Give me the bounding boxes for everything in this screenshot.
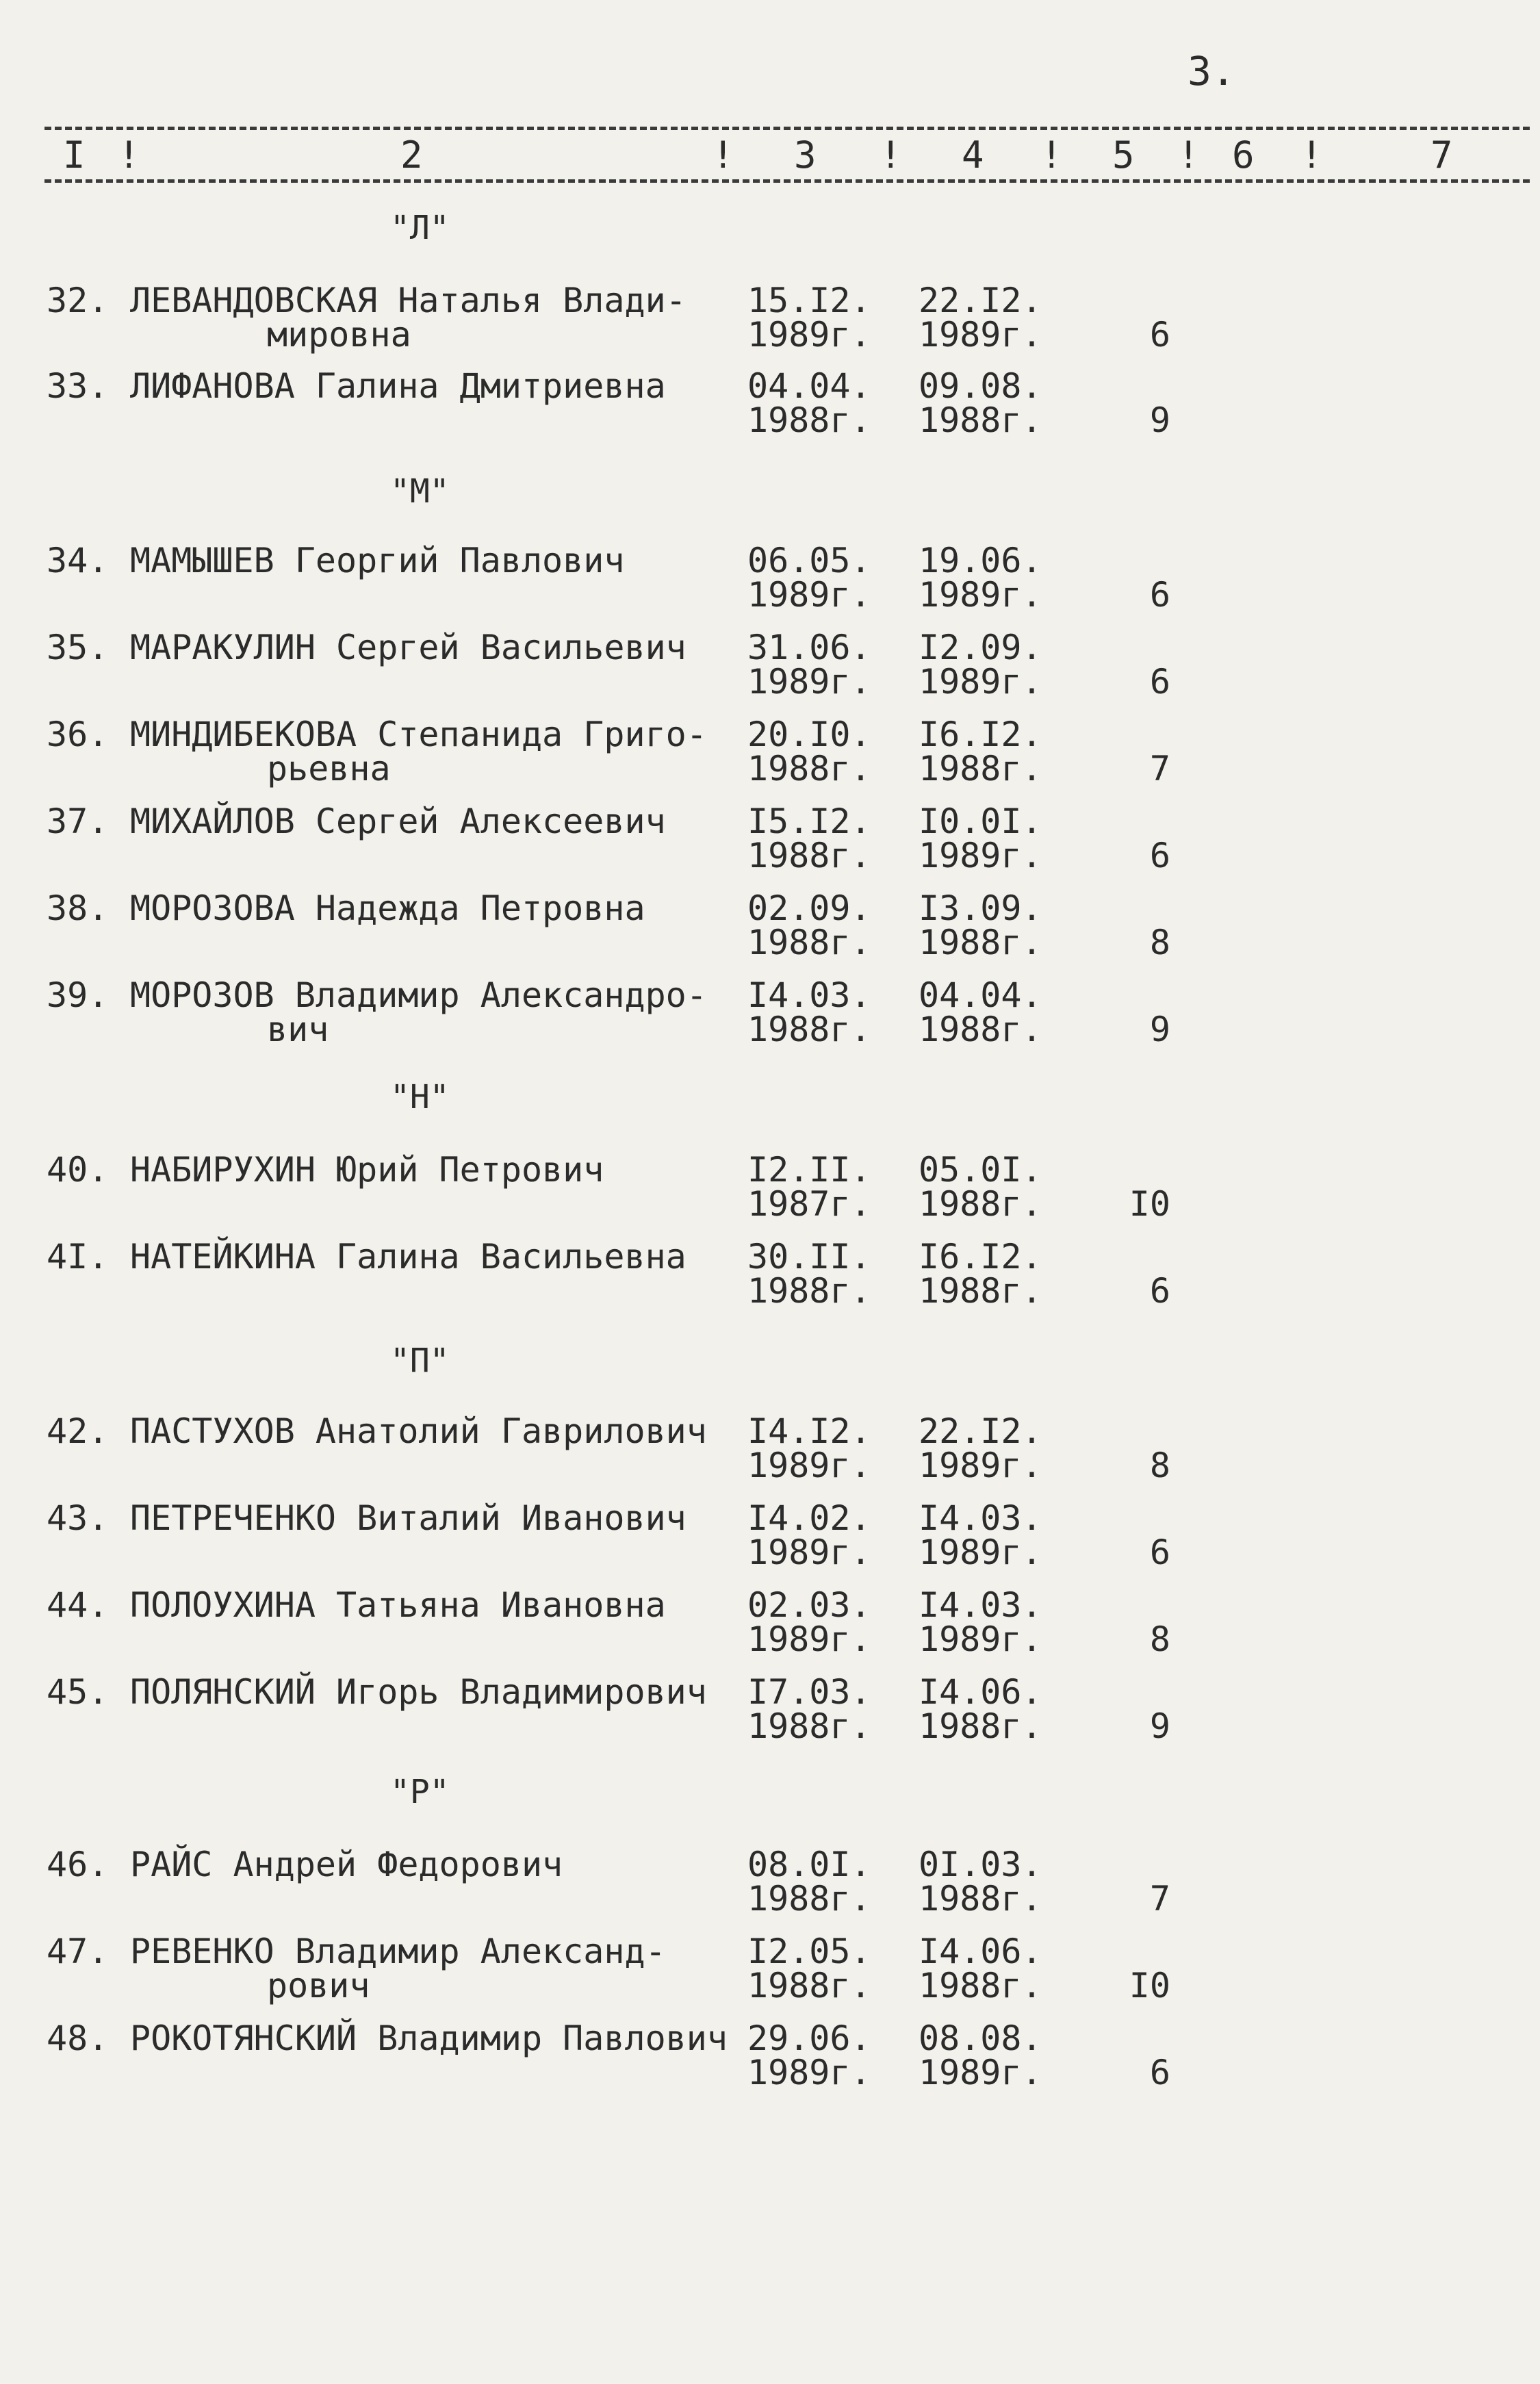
row-number: 35. [47,628,109,667]
end-date-day-month: 22.I2. [919,281,1042,320]
row-number: 47. [47,1932,109,1971]
start-date-year: 1989г. [747,1446,871,1485]
start-date-year: 1988г. [747,923,871,962]
header-col-2: 2 [400,133,423,177]
start-date-day-month: I7.03. [747,1672,871,1712]
count-value: 6 [1149,575,1170,615]
start-date-year: 1988г. [747,749,871,789]
start-date-day-month: 29.06. [747,2018,871,2058]
header-separator: ! [1040,133,1063,177]
row-number: 42. [47,1411,109,1451]
end-date-year: 1989г. [919,315,1042,355]
count-value: 6 [1149,1533,1170,1572]
section-letter: "М" [390,472,450,511]
table-row [0,281,1540,363]
row-number: 34. [47,541,109,580]
end-date-year: 1988г. [919,1010,1042,1049]
start-date-year: 1988г. [747,836,871,875]
start-date-day-month: I4.02. [747,1498,871,1538]
person-name: ЛИФАНОВА Галина Дмитриевна [130,366,666,406]
table-row [0,1237,1540,1319]
header-separator: ! [118,133,140,177]
count-value: 7 [1149,749,1170,789]
end-date-year: 1988г. [919,1271,1042,1311]
start-date-year: 1988г. [747,1966,871,2005]
end-date-day-month: I2.09. [919,628,1042,667]
end-date-day-month: 0I.03. [919,1845,1042,1884]
table-row [0,1672,1540,1754]
header-separator: ! [880,133,902,177]
person-name: МИНДИБЕКОВА Степанида Григо- [130,715,707,754]
row-number: 36. [47,715,109,754]
table-header [0,133,1540,181]
row-number: 39. [47,975,109,1015]
row-number: 48. [47,2018,109,2058]
table-row [0,1585,1540,1667]
header-separator: ! [1177,133,1200,177]
person-name: МОРОЗОВА Надежда Петровна [130,888,645,928]
start-date-year: 1988г. [747,1879,871,1919]
end-date-day-month: 05.0I. [919,1150,1042,1190]
count-value: 9 [1149,1706,1170,1746]
header-col-1: I [63,133,86,177]
count-value: 9 [1149,400,1170,440]
start-date-year: 1989г. [747,2053,871,2092]
row-number: 45. [47,1672,109,1712]
row-number: 38. [47,888,109,928]
header-col-3: 3 [794,133,817,177]
start-date-day-month: 08.0I. [747,1845,871,1884]
start-date-year: 1989г. [747,662,871,702]
start-date-day-month: I2.II. [747,1150,871,1190]
end-date-year: 1989г. [919,1533,1042,1572]
person-name: РОКОТЯНСКИЙ Владимир Павлович [130,2018,728,2058]
person-name-continuation: мировна [267,315,411,355]
count-value: 6 [1149,662,1170,702]
end-date-year: 1988г. [919,1706,1042,1746]
header-col-6: 6 [1232,133,1255,177]
count-value: 6 [1149,1271,1170,1311]
table-row [0,802,1540,884]
section-letter: "Н" [390,1078,450,1116]
page-number: 3. [1188,48,1235,94]
table-row [0,715,1540,797]
section-letter: "Р" [390,1773,450,1811]
start-date-day-month: 20.I0. [747,715,871,754]
person-name: РАЙС Андрей Федорович [130,1845,563,1884]
start-date-year: 1989г. [747,1533,871,1572]
count-value: I0 [1129,1966,1170,2005]
end-date-day-month: I0.0I. [919,802,1042,841]
row-number: 4I. [47,1237,109,1277]
start-date-day-month: 02.03. [747,1585,871,1625]
start-date-year: 1989г. [747,1619,871,1659]
end-date-year: 1988г. [919,749,1042,789]
table-row [0,628,1540,710]
table-row [0,1845,1540,1927]
end-date-day-month: 04.04. [919,975,1042,1015]
person-name-continuation: рьевна [267,749,391,789]
row-number: 44. [47,1585,109,1625]
table-row [0,1150,1540,1232]
start-date-year: 1988г. [747,400,871,440]
count-value: 7 [1149,1879,1170,1919]
count-value: 9 [1149,1010,1170,1049]
end-date-day-month: I4.06. [919,1672,1042,1712]
start-date-day-month: 31.06. [747,628,871,667]
header-col-7: 7 [1430,133,1453,177]
end-date-day-month: 22.I2. [919,1411,1042,1451]
person-name: ПОЛЯНСКИЙ Игорь Владимирович [130,1672,707,1712]
person-name-continuation: рович [267,1966,370,2005]
person-name: МАМЫШЕВ Георгий Павлович [130,541,625,580]
header-separator: ! [712,133,734,177]
person-name: ПОЛОУХИНА Татьяна Ивановна [130,1585,666,1625]
start-date-day-month: 15.I2. [747,281,871,320]
section-letter: "П" [390,1342,450,1380]
header-bottom-rule [44,179,1530,183]
person-name: ЛЕВАНДОВСКАЯ Наталья Влади- [130,281,686,320]
table-row [0,888,1540,971]
header-col-5: 5 [1112,133,1135,177]
end-date-year: 1989г. [919,662,1042,702]
count-value: 6 [1149,2053,1170,2092]
count-value: 8 [1149,923,1170,962]
start-date-day-month: I4.I2. [747,1411,871,1451]
count-value: 8 [1149,1619,1170,1659]
end-date-day-month: 19.06. [919,541,1042,580]
person-name-continuation: вич [267,1010,329,1049]
end-date-year: 1989г. [919,2053,1042,2092]
person-name: ПЕТРЕЧЕНКО Виталий Иванович [130,1498,686,1538]
end-date-day-month: I4.03. [919,1498,1042,1538]
row-number: 32. [47,281,109,320]
start-date-day-month: I5.I2. [747,802,871,841]
end-date-year: 1989г. [919,1619,1042,1659]
row-number: 37. [47,802,109,841]
row-number: 40. [47,1150,109,1190]
person-name: МАРАКУЛИН Сергей Васильевич [130,628,686,667]
header-separator: ! [1300,133,1323,177]
start-date-year: 1988г. [747,1271,871,1311]
person-name: НАТЕЙКИНА Галина Васильевна [130,1237,686,1277]
count-value: 6 [1149,315,1170,355]
end-date-day-month: I6.I2. [919,715,1042,754]
count-value: 6 [1149,836,1170,875]
start-date-day-month: 06.05. [747,541,871,580]
start-date-day-month: 02.09. [747,888,871,928]
start-date-day-month: 30.II. [747,1237,871,1277]
end-date-day-month: I4.06. [919,1932,1042,1971]
end-date-year: 1988г. [919,923,1042,962]
start-date-day-month: I2.05. [747,1932,871,1971]
start-date-day-month: 04.04. [747,366,871,406]
end-date-year: 1988г. [919,1879,1042,1919]
end-date-day-month: I6.I2. [919,1237,1042,1277]
count-value: I0 [1129,1184,1170,1224]
start-date-year: 1988г. [747,1010,871,1049]
start-date-year: 1989г. [747,315,871,355]
row-number: 43. [47,1498,109,1538]
person-name: МОРОЗОВ Владимир Александро- [130,975,707,1015]
end-date-year: 1988г. [919,400,1042,440]
row-number: 33. [47,366,109,406]
start-date-year: 1989г. [747,575,871,615]
end-date-year: 1988г. [919,1966,1042,2005]
end-date-year: 1989г. [919,836,1042,875]
start-date-year: 1988г. [747,1706,871,1746]
start-date-year: 1987г. [747,1184,871,1224]
end-date-day-month: I4.03. [919,1585,1042,1625]
person-name: РЕВЕНКО Владимир Александ- [130,1932,666,1971]
person-name: НАБИРУХИН Юрий Петрович [130,1150,604,1190]
header-col-4: 4 [962,133,984,177]
table-row [0,1411,1540,1494]
start-date-day-month: I4.03. [747,975,871,1015]
table-row [0,2018,1540,2101]
row-number: 46. [47,1845,109,1884]
table-row [0,975,1540,1058]
table-row [0,1932,1540,2014]
end-date-year: 1989г. [919,1446,1042,1485]
table-row [0,1498,1540,1580]
person-name: МИХАЙЛОВ Сергей Алексеевич [130,802,666,841]
section-letter: "Л" [390,209,450,247]
end-date-day-month: 08.08. [919,2018,1042,2058]
end-date-day-month: I3.09. [919,888,1042,928]
table-row [0,366,1540,448]
end-date-year: 1988г. [919,1184,1042,1224]
end-date-day-month: 09.08. [919,366,1042,406]
header-top-rule [44,127,1530,130]
count-value: 8 [1149,1446,1170,1485]
table-row [0,541,1540,623]
person-name: ПАСТУХОВ Анатолий Гаврилович [130,1411,707,1451]
end-date-year: 1989г. [919,575,1042,615]
